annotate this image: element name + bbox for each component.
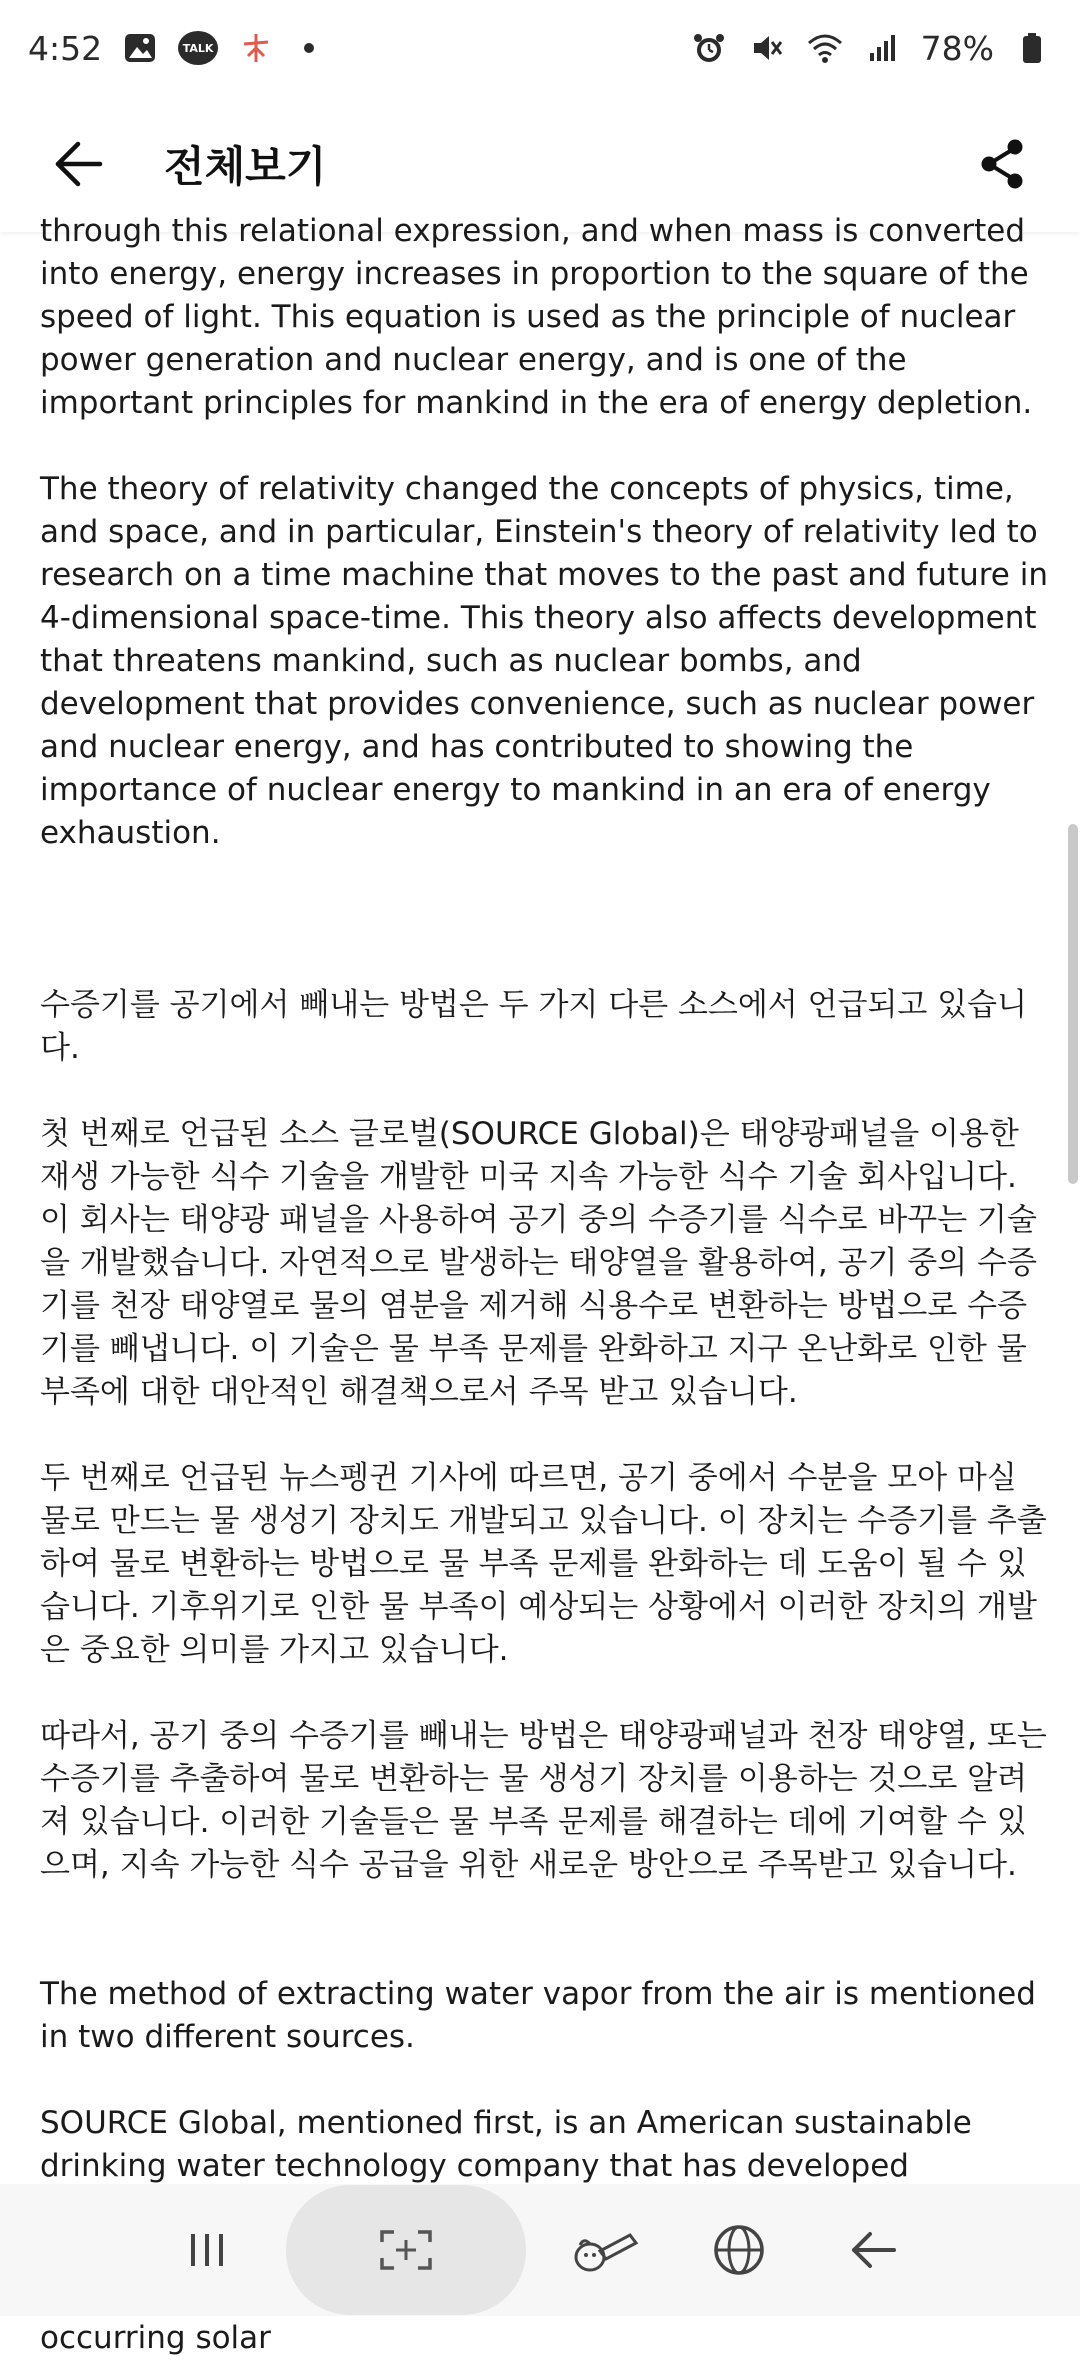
screenshot-capture-icon [378, 2228, 434, 2272]
navigation-bar [0, 2184, 1080, 2316]
mute-icon [747, 28, 787, 68]
share-icon [977, 137, 1027, 191]
talk-label: TALK [178, 31, 218, 65]
recent-apps-button[interactable] [152, 2195, 262, 2305]
wifi-icon [805, 28, 845, 68]
status-bar [0, 0, 1080, 96]
alarm-icon [689, 28, 729, 68]
back-button[interactable] [40, 126, 116, 202]
arrow-left-icon [52, 138, 104, 190]
battery-icon [1012, 28, 1052, 68]
paragraph-conclusion-ko: 따라서, 공기 중의 수증기를 빼내는 방법은 태양광패널과 천장 태양열, 또는 수증기를 추출하여 물로 변환하는 물 생성기 장치를 이용하는 것으로 알려져 있습니다. 이러한 기술들은 물 부족 문제를 해결하는 데에 기여할 수 있으며, 지속 가능한 식수 공급을 위한 새로운 방안으로 주목받고 있습니다. [40, 1718, 1057, 1883]
internet-globe-icon [712, 2223, 766, 2277]
nav-back-button[interactable] [818, 2195, 928, 2305]
cellular-signal-icon [863, 28, 903, 68]
kakaotalk-notification-icon [178, 28, 218, 68]
page-title: 전체보기 [164, 142, 327, 191]
paragraph-water-vapor-intro-en: The method of extracting water vapor from the air is mentioned in two different sources. [40, 1976, 1046, 2055]
battery-percentage: 78% [920, 28, 994, 68]
recent-apps-icon [185, 2228, 229, 2272]
more-notifications-dot-icon [304, 43, 314, 53]
paragraph-water-vapor-intro-ko: 수증기를 공기에서 빼내는 방법은 두 가지 다른 소스에서 언급되고 있습니다. [40, 987, 1028, 1066]
status-right [689, 28, 1052, 68]
share-button[interactable] [964, 126, 1040, 202]
gallery-notification-icon [120, 28, 160, 68]
paragraph-energy-equation: through this relational expression, and when mass is converted into energy, energy increases in proportion to the square of the speed of light. This equation is used as the principle of nuclear power generation and nuclear energy, and is one of the important principles for mankind in the era of energy depletion. [40, 213, 1039, 421]
internet-button[interactable] [684, 2195, 794, 2305]
full-text-view[interactable] [0, 213, 1080, 2356]
paragraph-theory-of-relativity: The theory of relativity changed the concepts of physics, time, and space, and in particular, Einstein's theory of relativity led to research on a time machine that moves to the past and future in 4-dimensional space-time. This theory also affects development that threatens mankind, such as nuclear bombs, and development that provides convenience, such as nuclear power and nuclear energy, and has contributed to showing the importance of nuclear energy to mankind in an era of energy exhaustion. [40, 471, 1058, 851]
status-time: 4:52 [28, 28, 103, 68]
app-launcher-icon [570, 2225, 640, 2275]
screenshot-capture-button[interactable] [286, 2185, 526, 2315]
scrollbar-thumb[interactable] [1068, 824, 1078, 1184]
paragraph-source-global-en: SOURCE Global, mentioned first, is an American sustainable drinking water technology company that has developed occurring solar [40, 2105, 972, 2356]
paragraph-source-global-ko: 첫 번째로 언급된 소스 글로벌(SOURCE Global)은 태양광패널을 이용한 재생 가능한 식수 기술을 개발한 미국 지속 가능한 식수 기술 회사입니다. 이 회사는 태양광 패널을 사용하여 공기 중의 수증기를 식수로 바꾸는 기술을 개발했습니다. 자연적으로 발생하는 태양열을 활용하여, 공기 중의 수증기를 천장 태양열로 물의 염분을 제거해 식용수로 변환하는 방법으로 수증기를 빼냅니다. 이 기술은 물 부족 문제를 완화하고 지구 온난화로 인한 물 부족에 대한 대안적인 해결책으로서 주목 받고 있습니다. [40, 1116, 1037, 1410]
text-column [40, 210, 1058, 2360]
paragraph-newspenguin-ko: 두 번째로 언급된 뉴스펭귄 기사에 따르면, 공기 중에서 수분을 모아 마실 물로 만드는 물 생성기 장치도 개발되고 있습니다. 이 장치는 수증기를 추출하여 물로 변환하는 방법으로 물 부족 문제를 완화하는 데 도움이 될 수 있습니다. 기후위기로 인한 물 부족이 예상되는 상황에서 이러한 장치의 개발은 중요한 의미를 가지고 있습니다. [40, 1460, 1047, 1668]
app-launcher-button[interactable] [550, 2195, 660, 2305]
status-left [28, 28, 314, 68]
app-notification-icon [236, 28, 276, 68]
nav-back-icon [848, 2230, 898, 2270]
